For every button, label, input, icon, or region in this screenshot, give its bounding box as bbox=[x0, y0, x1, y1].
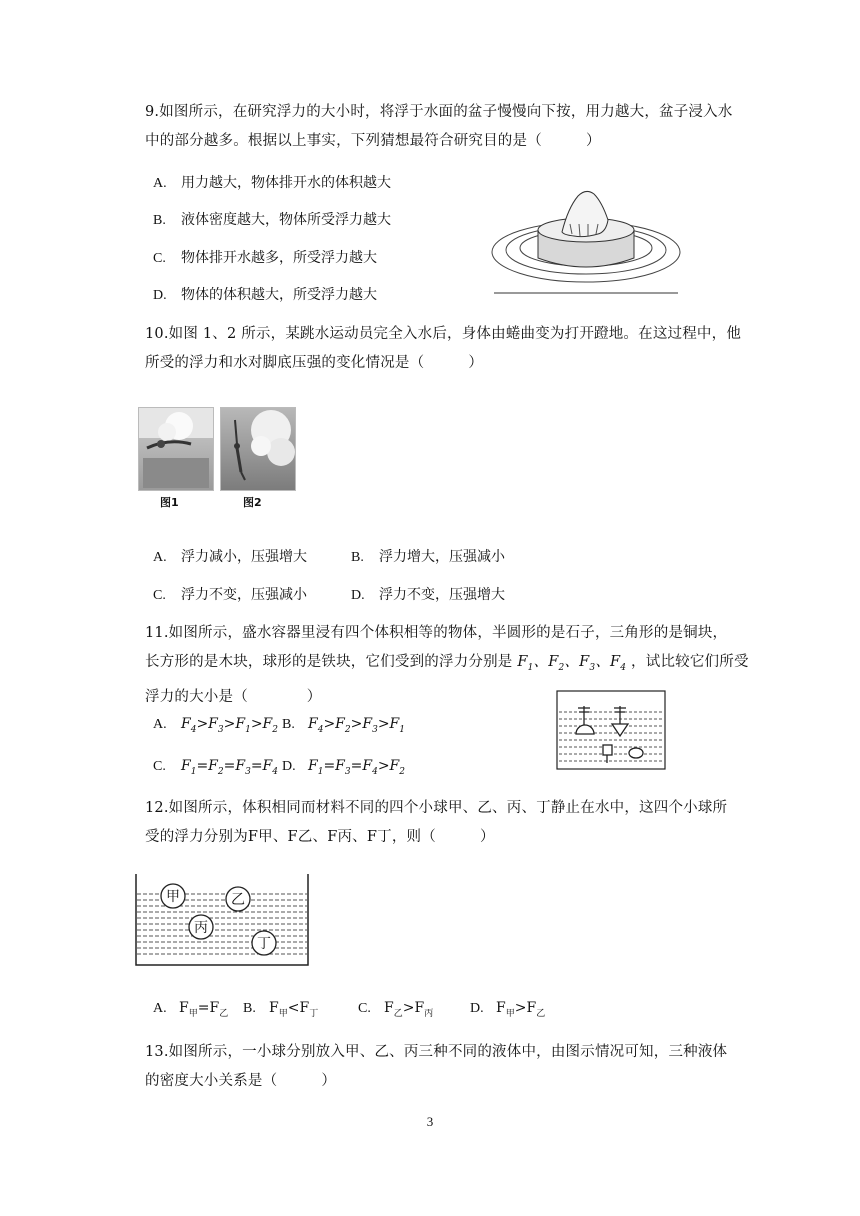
option-text: 物体的体积越大，所受浮力越大 bbox=[181, 287, 377, 303]
option-text: $F_甲=F_乙$ bbox=[179, 1000, 229, 1019]
q11-option-a[interactable] bbox=[153, 716, 278, 735]
option-label: B. bbox=[153, 213, 166, 228]
option-label: C. bbox=[153, 588, 166, 603]
q12-option-b[interactable] bbox=[243, 1000, 318, 1019]
question-13-stem-line2: 的密度大小关系是（ ） bbox=[145, 1073, 337, 1089]
option-text: $F_甲>F_乙$ bbox=[496, 1000, 546, 1019]
q10-option-d[interactable] bbox=[351, 584, 505, 604]
q9-option-d[interactable] bbox=[153, 284, 377, 304]
question-11-stem-line3: 浮力的大小是（ ） bbox=[145, 688, 322, 705]
option-label: B. bbox=[351, 550, 364, 565]
q12-option-a[interactable] bbox=[153, 1000, 228, 1019]
option-label: C. bbox=[153, 251, 166, 266]
question-11-stem-line2-pre: 长方形的是木块，球形的是铁块，它们受到的浮力分别是 bbox=[145, 654, 513, 670]
option-text: 液体密度越大，物体所受浮力越大 bbox=[181, 212, 391, 228]
page-number: 3 bbox=[426, 1114, 434, 1129]
option-label: A. bbox=[153, 717, 167, 732]
question-11-stem-line2-post: ，试比较它们所受 bbox=[631, 654, 749, 670]
ball-yi-label: 乙 bbox=[231, 892, 245, 908]
option-text: 浮力不变，压强增大 bbox=[379, 587, 505, 603]
question-11-stem-line1: 11.如图所示，盛水容器里浸有四个体积相等的物体，半圆形的是石子，三角形的是铜块， bbox=[145, 625, 728, 641]
q10-option-b[interactable] bbox=[351, 546, 505, 566]
figure-2-caption: 图2 bbox=[243, 496, 262, 509]
force-list: $F_1$、$F_2$、$F_3$、$F_4$ bbox=[517, 654, 627, 673]
ball-jia-label: 甲 bbox=[166, 889, 180, 905]
question-12-stem-line2: 受的浮力分别为F甲、F乙、F丙、F丁，则（ ） bbox=[145, 829, 495, 845]
option-label: A. bbox=[153, 1001, 167, 1016]
question-13-stem-line1: 13.如图所示，一小球分别放入甲、乙、丙三种不同的液体中，由图示情况可知，三种液体 bbox=[145, 1044, 728, 1060]
q11-option-c[interactable] bbox=[153, 758, 278, 777]
q10-option-a[interactable] bbox=[153, 546, 307, 566]
question-12-stem-line1: 12.如图所示，体积相同而材料不同的四个小球甲、乙、丙、丁静止在水中，这四个小球所 bbox=[145, 800, 728, 816]
option-text: $F_1=F_3=F_4>F_2$ bbox=[308, 758, 406, 777]
option-label: D. bbox=[351, 588, 365, 603]
question-10 bbox=[145, 322, 745, 376]
four-balls-in-water-figure bbox=[134, 872, 310, 968]
diver-photo-1 bbox=[138, 407, 214, 491]
option-text: 浮力不变，压强减小 bbox=[181, 587, 307, 603]
option-label: D. bbox=[470, 1001, 484, 1016]
option-label: B. bbox=[282, 717, 295, 732]
option-text: $F_甲<F_丁$ bbox=[269, 1000, 319, 1019]
option-text: $F_1=F_2=F_3=F_4$ bbox=[181, 758, 279, 777]
q11-option-d[interactable] bbox=[282, 758, 405, 777]
basin-in-water-figure bbox=[488, 180, 683, 298]
option-label: A. bbox=[153, 176, 167, 191]
q9-option-c[interactable] bbox=[153, 247, 377, 267]
option-text: $F_乙>F_丙$ bbox=[384, 1000, 434, 1019]
ball-ding-label: 丁 bbox=[257, 936, 271, 952]
question-12 bbox=[145, 796, 755, 850]
diver-photo-2 bbox=[220, 407, 296, 491]
option-label: A. bbox=[153, 550, 167, 565]
option-label: C. bbox=[153, 759, 166, 774]
question-9-stem-line2: 中的部分越多。根据以上事实，下列猜想最符合研究目的是（ ） bbox=[145, 133, 601, 149]
question-13 bbox=[145, 1040, 755, 1094]
option-label: D. bbox=[282, 759, 296, 774]
q10-option-c[interactable] bbox=[153, 584, 307, 604]
option-text: $F_4>F_2>F_3>F_1$ bbox=[308, 716, 406, 735]
q9-option-a[interactable] bbox=[153, 172, 391, 192]
question-9-stem-line1: 9.如图所示，在研究浮力的大小时，将浮于水面的盆子慢慢向下按，用力越大，盆子浸入水 bbox=[145, 104, 733, 120]
option-text: 用力越大，物体排开水的体积越大 bbox=[181, 175, 391, 191]
q12-option-c[interactable] bbox=[358, 1000, 433, 1019]
q11-option-b[interactable] bbox=[282, 716, 405, 735]
ball-bing-label: 丙 bbox=[194, 920, 208, 936]
q12-option-d[interactable] bbox=[470, 1000, 545, 1019]
question-10-stem-line2: 所受的浮力和水对脚底压强的变化情况是（ ） bbox=[145, 355, 484, 371]
q9-option-b[interactable] bbox=[153, 209, 391, 229]
question-10-stem-line1: 10.如图 1、2 所示，某跳水运动员完全入水后，身体由蜷曲变为打开蹬地。在这过程中，他 bbox=[145, 326, 742, 342]
question-9 bbox=[145, 100, 745, 154]
option-text: 浮力增大，压强减小 bbox=[379, 549, 505, 565]
option-label: D. bbox=[153, 288, 167, 303]
option-label: C. bbox=[358, 1001, 371, 1016]
figure-1-caption: 图1 bbox=[160, 496, 179, 509]
option-text: 物体排开水越多，所受浮力越大 bbox=[181, 250, 377, 266]
option-text: $F_4>F_3>F_1>F_2$ bbox=[181, 716, 279, 735]
option-text: 浮力减小，压强增大 bbox=[181, 549, 307, 565]
option-label: B. bbox=[243, 1001, 256, 1016]
water-container-four-objects-figure bbox=[556, 690, 666, 770]
